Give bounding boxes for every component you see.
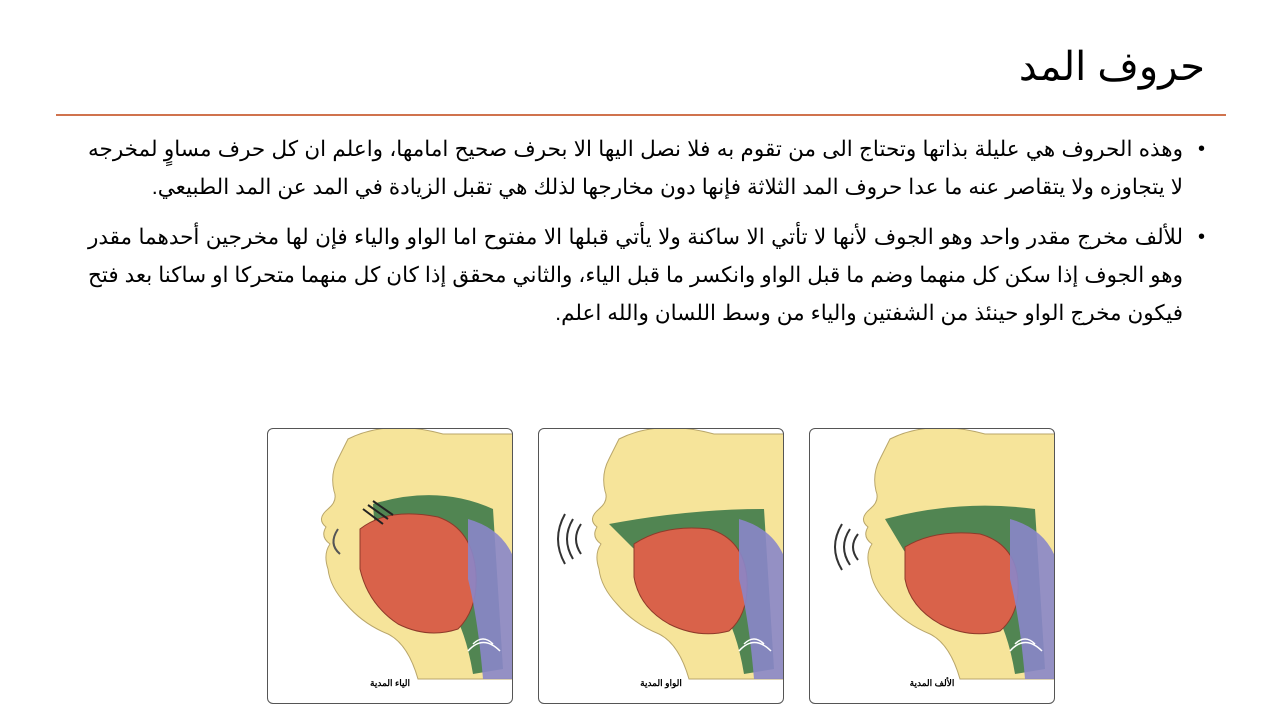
figure-caption: الواو المدية bbox=[640, 678, 682, 688]
bullet-paragraph-2 bbox=[88, 218, 1205, 332]
paragraph-2-text: للألف مخرج مقدر واحد وهو الجوف لأنها لا تأتي الا ساكنة ولا يأتي قبلها الا مفتوح اما الواو والياء فإن لها مخرجين أحدهما مقدر وهو الجوف إذا سكن كل منهما وضم ما قبل الواو وانكسر ما قبل الياء، والثاني محقق إذا كان كل منهما متحركا او ساكنا بعد فتح فيكون مخرج الواو حينئذ من الشفتين والياء من وسط اللسان والله اعلم. bbox=[88, 225, 1183, 325]
title-divider bbox=[56, 114, 1226, 116]
figure-alif-madiyya bbox=[809, 428, 1055, 704]
slide-body bbox=[88, 130, 1205, 344]
bullet-dot-icon: • bbox=[1197, 138, 1205, 160]
figure-waw-madiyya bbox=[538, 428, 784, 704]
bullet-paragraph-1 bbox=[88, 130, 1205, 206]
bullet-dot-icon: • bbox=[1197, 226, 1205, 248]
ya-articulation-diagram-icon bbox=[268, 429, 513, 704]
alif-articulation-diagram-icon bbox=[810, 429, 1055, 704]
paragraph-1-text: وهذه الحروف هي عليلة بذاتها وتحتاج الى من تقوم به فلا نصل اليها الا بحرف صحيح امامها، واعلم ان كل حرف مساوٍ لمخرجه لا يتجاوزه ولا يتقاصر عنه ما عدا حروف المد الثلاثة فإنها دون مخارجها لذلك هي تقبل الزيادة في المد عن المد الطبيعي. bbox=[88, 137, 1183, 199]
waw-articulation-diagram-icon bbox=[539, 429, 784, 704]
articulation-figures bbox=[267, 428, 1057, 706]
figure-ya-madiyya bbox=[267, 428, 513, 704]
figure-caption: الألف المدية bbox=[909, 678, 955, 688]
figure-caption: الياء المدية bbox=[370, 678, 410, 688]
slide-title: حروف المد bbox=[1018, 45, 1205, 89]
